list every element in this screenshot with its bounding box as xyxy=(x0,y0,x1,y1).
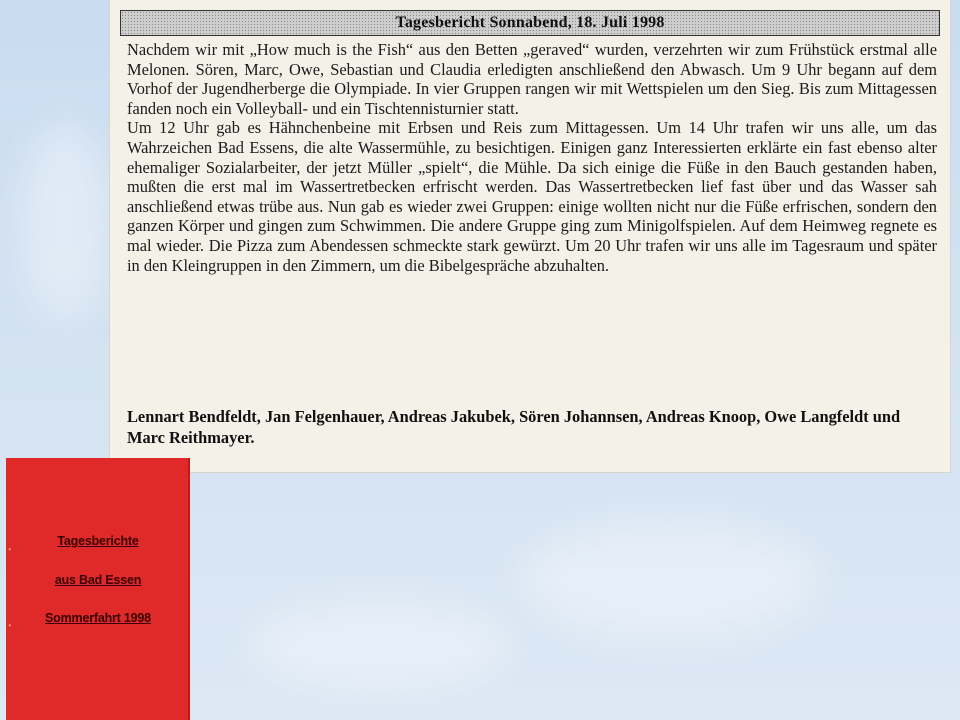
bullet-icon: • xyxy=(8,621,12,632)
sky-cloud xyxy=(520,520,820,640)
sky-cloud xyxy=(250,600,510,690)
newspaper-clipping xyxy=(110,0,950,472)
author-line: Lennart Bendfeldt, Jan Felgenhauer, Andreas Jakubek, Sören Johannsen, Andreas Knoop, Owe Langfeldt und Marc Reithmayer. xyxy=(127,407,901,447)
headline-bar xyxy=(120,10,940,36)
article-paragraph: Um 12 Uhr gab es Hähnchenbeine mit Erbsen und Reis zum Mittagessen. Um 14 Uhr trafen wir uns alle, um das Wahrzeichen Bad Essens, die alte Wassermühle, zu besichtigen. Einigen ganz Interessierten erklärte ein fast ebenso alter ehemaliger Sozialarbeiter, der jetzt Müller „spielt“, die Mühle. Da sich einige die Füße in den Bauch gestanden haben, mußten die erst mal im Wassertretbecken erfrischt werden. Das Wassertretbecken lief fast über und das Wasser sah anschließend etwas trübe aus. Nun gab es wieder zwei Gruppen: einige wollten nicht nur die Füße erfrischen, sondern den ganzen Körper und gingen zum Schwimmen. Die andere Gruppe ging zum Minigolfspielen. Auf dem Heimweg regnete es mal wieder. Die Pizza zum Abendessen schmeckte stark gewürzt. Um 20 Uhr trafen wir uns alle im Tagesraum und später in den Kleingruppen in den Zimmern, um die Bibelgespräche abzuhalten. xyxy=(127,118,937,275)
sky-cloud xyxy=(20,120,110,320)
headline: Tagesbericht Sonnabend, 18. Juli 1998 xyxy=(395,14,665,31)
panel-title-line: aus Bad Essen xyxy=(54,573,142,587)
article-paragraph: Nachdem wir mit „How much is the Fish“ aus den Betten „geraved“ wurden, verzehrten wir zum Frühstück erstmal alle Melonen. Sören, Marc, Owe, Sebastian und Claudia erledigten anschließend den Abwasch. Um 9 Uhr begann auf dem Vorhof der Jugendherberge die Olympiade. In vier Gruppen rangen wir mit Wettspielen um den Sieg. Bis zum Mittagessen fanden noch ein Volleyball- und ein Tischtennisturnier statt. xyxy=(127,40,937,118)
article-body xyxy=(127,40,937,275)
panel-title-line: Tagesberichte xyxy=(57,534,139,548)
title-panel xyxy=(6,458,190,720)
bullet-icon: • xyxy=(8,545,12,556)
panel-title-line: Sommerfahrt 1998 xyxy=(45,611,151,625)
